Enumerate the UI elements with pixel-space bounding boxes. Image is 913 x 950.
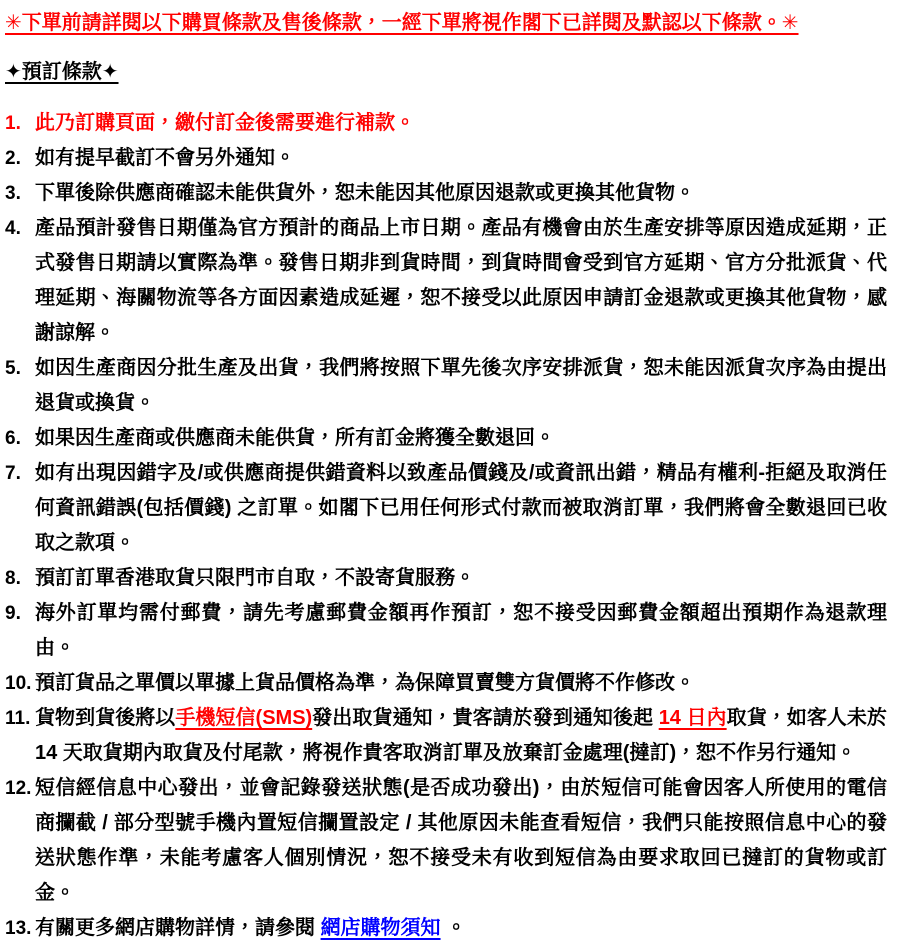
term-text-segment: 產品預計發售日期僅為官方預計的商品上市日期。產品有機會由於生產安排等原因造成延期，正式發售日期請以實際為準。發售日期非到貨時間，到貨時間會受到官方延期、官方分批派貨、代理延期、海關物流等各方面因素造成延遲，恕不接受以此原因申請訂金退款或更換其他貨物，感謝諒解。 (35, 217, 887, 344)
term-text (35, 211, 887, 351)
term-number: 2. (5, 148, 21, 169)
term-number: 13. (5, 918, 32, 939)
term-number: 10. (5, 673, 32, 694)
term-number: 12. (5, 778, 32, 799)
term-text-segment: 如有出現因錯字及/或供應商提供錯資料以致產品價錢及/或資訊出錯，精品有權利-拒絕及取消任何資訊錯誤(包括價錢) 之訂單。如閣下已用任何形式付款而被取消訂單，我們將會全數退回已收取之款項。 (35, 462, 887, 554)
term-item-3 (5, 176, 887, 211)
term-item-6 (5, 421, 887, 456)
term-text (35, 176, 887, 211)
term-text-segment: 發出取貨通知，貴客請於發到通知後起 (312, 707, 659, 729)
term-text (35, 666, 887, 701)
term-text-segment: 有關更多網店購物詳情，請參閱 (35, 917, 321, 939)
term-number: 6. (5, 428, 21, 449)
term-text (35, 911, 887, 946)
term-text-segment: 此乃訂購頁面，繳付訂金後需要進行補款。 (35, 112, 415, 134)
term-number: 11. (5, 708, 31, 729)
term-number: 3. (5, 183, 21, 204)
term-text-segment: 下單後除供應商確認未能供貨外，恕未能因其他原因退款或更換其他貨物。 (35, 182, 695, 204)
term-number: 5. (5, 358, 21, 379)
term-text-segment: 如果因生產商或供應商未能供貨，所有訂金將獲全數退回。 (35, 427, 555, 449)
term-number: 1. (5, 113, 21, 134)
term-text (35, 771, 887, 911)
term-item-12 (5, 771, 887, 911)
term-text (35, 421, 887, 456)
term-text (35, 106, 887, 141)
term-text (35, 351, 887, 421)
term-text-segment: 如有提早截訂不會另外通知。 (35, 147, 295, 169)
term-item-8 (5, 561, 887, 596)
term-text-segment: 。 (440, 917, 467, 939)
section-heading-preorder-terms: ✦預訂條款✦ (5, 61, 119, 83)
pre-order-warning-banner: ✳下單前請詳閱以下購買條款及售後條款，一經下單將視作閣下已詳閱及默認以下條款。✳ (5, 12, 799, 34)
terms-list (5, 106, 887, 946)
term-text-segment: 預訂貨品之單價以單據上貨品價格為準，為保障買賣雙方貨價將不作修改。 (35, 672, 695, 694)
term-text-segment: 短信經信息中心發出，並會記錄發送狀態(是否成功發出)，由於短信可能會因客人所使用的電信商攔截 / 部分型號手機內置短信攔置設定 / 其他原因未能查看短信，我們只能按照信息中心的發送狀態作準，未能考慮客人個別情況，恕不接受未有收到短信為由要求取回已撻訂的貨物或訂金。 (35, 777, 887, 904)
highlighted-term-text: 手機短信(SMS) (175, 707, 313, 729)
term-item-11 (5, 701, 887, 771)
term-text (35, 561, 887, 596)
term-item-2 (5, 141, 887, 176)
term-text-segment: 預訂訂單香港取貨只限門市自取，不設寄貨服務。 (35, 567, 475, 589)
term-text-segment: 如因生產商因分批生產及出貨，我們將按照下單先後次序安排派貨，恕未能因派貨次序為由提出退貨或換貨。 (35, 357, 887, 414)
term-text-segment: 貨物到貨後將以 (35, 707, 176, 729)
term-number: 9. (5, 603, 21, 624)
term-text (35, 141, 887, 176)
term-text-segment: 海外訂單均需付郵費，請先考慮郵費金額再作預訂，恕不接受因郵費金額超出預期作為退款理由。 (35, 602, 887, 659)
term-item-4 (5, 211, 887, 351)
term-item-7 (5, 456, 887, 561)
term-text (35, 456, 887, 561)
highlighted-term-text: 14 日內 (658, 707, 727, 729)
term-text (35, 701, 887, 771)
term-number: 7. (5, 463, 21, 484)
term-number: 8. (5, 568, 21, 589)
term-item-9 (5, 596, 887, 666)
term-text-segment: 取貨，如客人未於 14 天取貨期內取貨及付尾款，將視作貴客取消訂單及放棄訂金處理(撻訂)，恕不作另行通知。 (35, 707, 887, 764)
store-shopping-notice-link[interactable]: 網店購物須知 (320, 917, 441, 939)
term-text (35, 596, 887, 666)
term-item-10 (5, 666, 887, 701)
term-item-5 (5, 351, 887, 421)
term-item-1 (5, 106, 887, 141)
term-item-13 (5, 911, 887, 946)
term-number: 4. (5, 218, 21, 239)
